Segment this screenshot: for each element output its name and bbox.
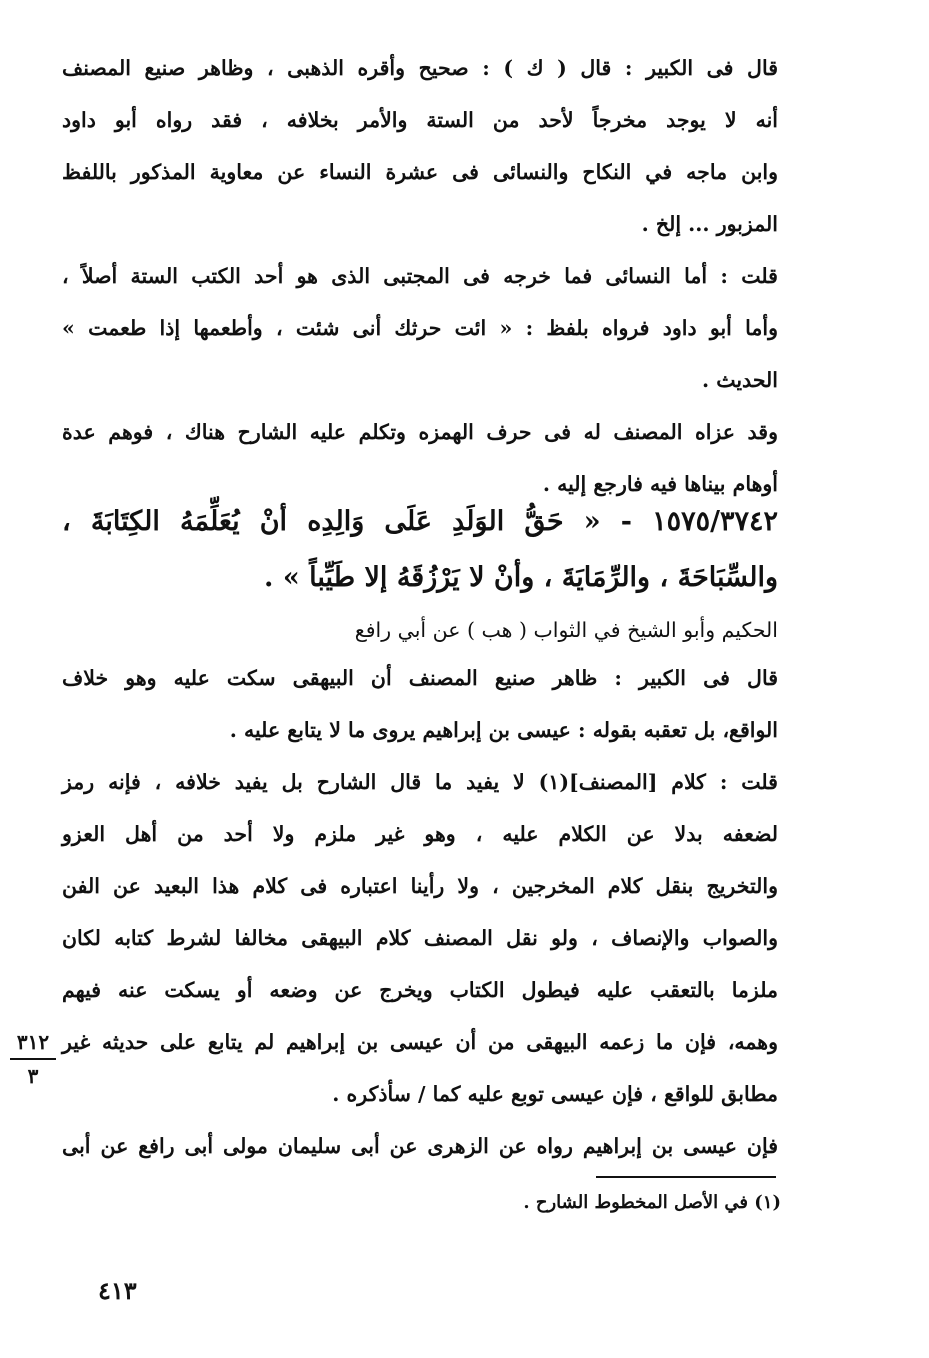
body-line: أنه لا يوجد مخرجاً لأحد من الستة والأمر بخلافه ، فقد رواه أبو داود [62, 108, 778, 132]
marginal-top: ٣١٢ [16, 1030, 50, 1054]
hadith-text [62, 494, 778, 606]
page-number: ٤١٣ [98, 1276, 137, 1305]
commentary-line: لضعفه بدلا عن الكلام عليه ، وهو غير ملزم ولا أحد من أهل العزو [62, 822, 778, 846]
body-line: وابن ماجه في النكاح والنسائى فى عشرة النساء عن معاوية المذكور باللفظ [62, 160, 778, 184]
body-line: قلت : أما النسائى فما خرجه فى المجتبى الذى هو أحد الكتب الستة أصلاً ، [62, 264, 778, 288]
commentary-line: ملزما بالتعقب عليه فيطول الكتاب ويخرج عن وضعه أو يسكت عنه فيهم [62, 978, 778, 1002]
body-line: وقد عزاه المصنف له فى حرف الهمزه وتكلم عليه الشارح هناك ، فوهم عدة [62, 420, 778, 444]
marginal-reference [8, 1030, 58, 1088]
body-line: وأما أبو داود فرواه بلفظ : « ائت حرثك أنى شئت ، وأطعمها إذا طعمت » [62, 316, 778, 340]
commentary-line: فإن عيسى بن إبراهيم رواه عن الزهرى عن أبى سليمان مولى أبى رافع عن أبى [62, 1134, 778, 1158]
commentary-line: والتخريج بنقل كلام المخرجين ، ولا رأينا اعتباره فى كلام هذا البعيد عن الفن [62, 874, 778, 898]
body-text [62, 42, 778, 510]
body-line: الحديث . [701, 368, 778, 392]
body-line: المزبور ... إلخ . [641, 212, 778, 236]
commentary-line: مطابق للواقع ، فإن عيسى توبع عليه كما / سأذكره . [332, 1082, 778, 1106]
body-line: قال فى الكبير : قال ( ك ) : صحيح وأقره الذهبى ، وظاهر صنيع المصنف [62, 56, 778, 80]
commentary-line: قلت : كلام [المصنف](١) لا يفيد ما قال الشارح بل يفيد خلافه ، فإنه رمز [62, 770, 778, 794]
hadith-source [62, 602, 778, 658]
commentary-line: والصواب والإنصاف ، ولو نقل المصنف كلام البيهقى مخالفا لشرط كتابه لكان [62, 926, 778, 950]
commentary-text [62, 652, 778, 1172]
commentary-line: وهمه، فإن ما زعمه البيهقى من أن عيسى بن إبراهيم لم يتابع على حديثه غير [62, 1030, 778, 1054]
source-line: الحكيم وأبو الشيخ في الثواب ( هب ) عن أبي رافع [354, 618, 778, 642]
commentary-line: الواقع، بل تعقبه بقوله : عيسى بن إبراهيم يروى ما لا يتابع عليه . [229, 718, 778, 742]
hadith-line: ١٥٧٥/٣٧٤٢ - « حَقُّ الوَلَدِ عَلَى وَالِدِه أنْ يُعَلِّمَهُ الكِتَابَةَ ، [62, 506, 778, 537]
body-line: أوهام بيناها فيه فارجع إليه . [542, 472, 778, 496]
marginal-divider [10, 1058, 56, 1060]
hadith-line: والسِّبَاحَةَ ، والرِّمَايَةَ ، وأنْ لا يَرْزُقَهُ إلا طَيِّباً » . [264, 562, 778, 593]
marginal-bottom: ٣ [27, 1064, 39, 1088]
footnote-separator [596, 1176, 776, 1178]
footnote: (١) في الأصل المخطوط الشارح . [523, 1192, 781, 1213]
commentary-line: قال فى الكبير : ظاهر صنيع المصنف أن البيهقى سكت عليه وهو خلاف [62, 666, 778, 690]
